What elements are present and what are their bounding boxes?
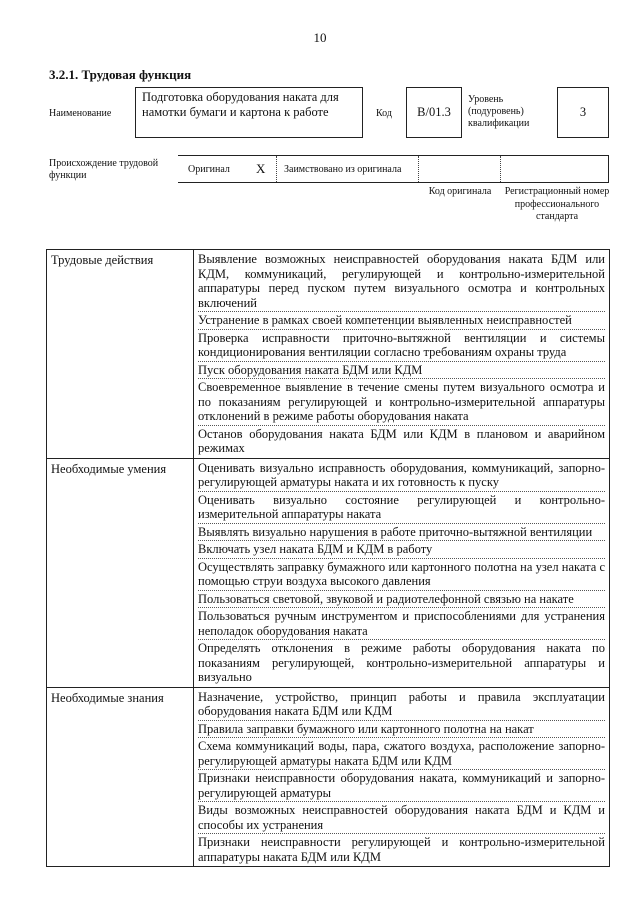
list-item: Правила заправки бумажного или картонного полотна на накат bbox=[198, 721, 605, 739]
list-item: Признаки неисправности оборудования наката, коммуникаций и запорно-регулирующей арматуры bbox=[198, 770, 605, 802]
list-item: Пользоваться ручным инструментом и приспособлениями для устранения неполадок оборудования наката bbox=[198, 608, 605, 640]
list-item: Признаки неисправности регулирующей и контрольно-измерительной аппаратуры наката БДМ или КДМ bbox=[198, 835, 605, 864]
list-item: Определять отклонения в режиме работы оборудования наката по показаниям регулирующей, контрольно-измерительной аппаратуры и визуально bbox=[198, 641, 605, 684]
name-label: Наименование bbox=[49, 108, 112, 119]
function-code-box: B/01.3 bbox=[406, 87, 462, 138]
origin-label: Происхождение трудовой функции bbox=[49, 158, 159, 181]
section-row bbox=[47, 250, 610, 459]
cell-separator bbox=[276, 156, 277, 182]
list-item: Выявлять визуально нарушения в работе приточно-вытяжной вентиляции bbox=[198, 524, 605, 542]
list-item: Устранение в рамках своей компетенции выявленных неисправностей bbox=[198, 312, 605, 330]
list-item: Выявление возможных неисправностей оборудования наката БДМ или КДМ, коммуникаций, регулирующей и контрольно-измерительной аппаратуры перед пуском путем визуального осмотра и контрольных включений bbox=[198, 251, 605, 312]
list-item: Пользоваться световой, звуковой и радиотелефонной связью на накате bbox=[198, 591, 605, 609]
borrowed-label: Заимствовано из оригинала bbox=[284, 164, 402, 175]
original-label: Оригинал bbox=[188, 164, 230, 175]
section-heading: Трудовые действия bbox=[47, 250, 194, 459]
origin-row bbox=[178, 155, 609, 183]
function-details-body bbox=[47, 250, 610, 867]
function-name-box: Подготовка оборудования наката для намотки бумаги и картона к работе bbox=[135, 87, 363, 138]
original-mark: X bbox=[256, 161, 266, 176]
reg-number-caption: Регистрационный номер профессионального стандарта bbox=[504, 186, 610, 222]
list-item: Виды возможных неисправностей оборудования наката БДМ и КДМ и способы их устранения bbox=[198, 802, 605, 834]
section-row bbox=[47, 687, 610, 867]
section-items bbox=[194, 250, 610, 459]
list-item: Оценивать визуально состояние регулирующей и контрольно-измерительной аппаратуры наката bbox=[198, 492, 605, 524]
list-item: Схема коммуникаций воды, пара, сжатого воздуха, расположение запорно-регулирующей арматуры наката БДМ или КДМ bbox=[198, 738, 605, 770]
section-title: 3.2.1. Трудовая функция bbox=[49, 67, 192, 82]
list-item: Останов оборудования наката БДМ или КДМ в плановом и аварийном режимах bbox=[198, 426, 605, 455]
section-items bbox=[194, 687, 610, 867]
list-item: Назначение, устройство, принцип работы и правила эксплуатации оборудования наката БДМ или КДМ bbox=[198, 689, 605, 721]
list-item: Осуществлять заправку бумажного или картонного полотна на узел наката с помощью струи воздуха высокого давления bbox=[198, 559, 605, 591]
cell-separator bbox=[418, 156, 419, 182]
cell-separator bbox=[500, 156, 501, 182]
list-item: Своевременное выявление в течение смены путем визуального осмотра и по показаниям регулирующей и контрольно-измерительной аппаратуры отклонений в режиме работы оборудования наката bbox=[198, 379, 605, 426]
code-label: Код bbox=[376, 108, 392, 119]
level-label: Уровень (подуровень) квалификации bbox=[468, 94, 530, 129]
section-row bbox=[47, 458, 610, 687]
section-items bbox=[194, 458, 610, 687]
list-item: Включать узел наката БДМ и КДМ в работу bbox=[198, 541, 605, 559]
code-original-caption: Код оригинала bbox=[428, 186, 492, 197]
section-heading: Необходимые знания bbox=[47, 687, 194, 867]
page-number: 10 bbox=[313, 30, 327, 45]
list-item: Оценивать визуально исправность оборудования, коммуникаций, запорно-регулирующей арматуры наката и их готовность к пуску bbox=[198, 460, 605, 492]
qualification-level-box: 3 bbox=[557, 87, 609, 138]
list-item: Пуск оборудования наката БДМ или КДМ bbox=[198, 362, 605, 380]
list-item: Проверка исправности приточно-вытяжной вентиляции и системы кондиционирования вентиляции согласно требованиям охраны труда bbox=[198, 330, 605, 362]
function-details-table bbox=[46, 249, 610, 867]
section-heading: Необходимые умения bbox=[47, 458, 194, 687]
